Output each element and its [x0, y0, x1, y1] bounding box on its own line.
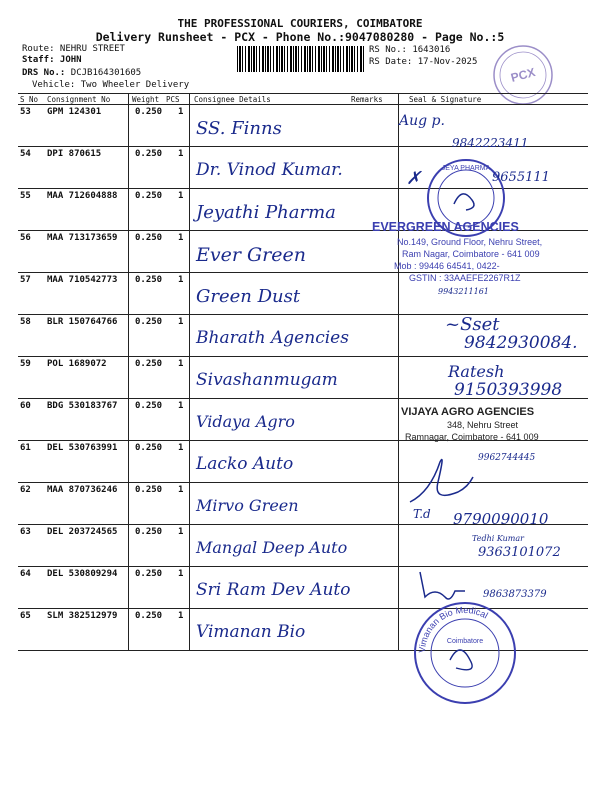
phone-58: 9842930084. — [464, 333, 578, 353]
row-pcs: 1 — [178, 611, 184, 621]
row-consignment-no: DEL 530809294 — [47, 569, 118, 579]
signature-53: Aug p. — [399, 113, 445, 129]
evergreen-stamp-name: EVERGREEN AGENCIES — [372, 220, 519, 234]
table-vline — [398, 94, 399, 650]
row-weight: 0.250 — [135, 401, 163, 411]
evergreen-stamp-gstin: GSTIN : 33AAEFE2267R1Z — [409, 273, 521, 283]
drs-label: DRS No.: — [22, 68, 66, 78]
row-pcs: 1 — [178, 149, 184, 159]
row-weight: 0.250 — [135, 359, 163, 369]
table-line — [18, 566, 588, 567]
table-line — [18, 104, 588, 105]
evergreen-stamp-address2: Ram Nagar, Coimbatore - 641 009 — [402, 249, 540, 259]
row-pcs: 1 — [178, 233, 184, 243]
row-weight: 0.250 — [135, 233, 163, 243]
row-consignee-signature: SS. Finns — [196, 118, 282, 139]
row-pcs: 1 — [178, 359, 184, 369]
name-59: Ratesh — [448, 362, 505, 381]
row-consignment-no: BLR 150764766 — [47, 317, 118, 327]
row-weight: 0.250 — [135, 443, 163, 453]
row-consignment-no: DEL 530763991 — [47, 443, 118, 453]
row-sno: 57 — [20, 275, 31, 285]
phone-58-small: 9943211161 — [438, 287, 489, 296]
vijaya-stamp-address2: Ramnagar, Coimbatore - 641 009 — [405, 432, 539, 442]
evergreen-stamp-address1: No.149, Ground Floor, Nehru Street, — [397, 237, 543, 247]
row-weight: 0.250 — [135, 485, 163, 495]
row-sno: 63 — [20, 527, 31, 537]
runsheet-title: Delivery Runsheet - PCX - Phone No.:9047080280 - Page No.:5 — [95, 30, 505, 44]
row-consignee-signature: Ever Green — [196, 244, 306, 266]
row-weight: 0.250 — [135, 275, 163, 285]
vimanan-seal — [410, 598, 520, 708]
row-consignee-signature: Jeyathi Pharma — [196, 202, 336, 223]
svg-text:Vimanan Bio Medical — [417, 605, 490, 653]
row-weight: 0.250 — [135, 149, 163, 159]
row-weight: 0.250 — [135, 611, 163, 621]
row-sno: 55 — [20, 191, 31, 201]
row-consignee-signature: Mangal Deep Auto — [196, 538, 348, 557]
vehicle: Vehicle: Two Wheeler Delivery — [32, 80, 190, 90]
rs-date: RS Date: 17-Nov-2025 — [369, 57, 478, 67]
row-weight: 0.250 — [135, 107, 163, 117]
col-weight: Weight — [132, 95, 160, 104]
row-consignee-signature: Vimanan Bio — [196, 622, 306, 642]
row-sno: 61 — [20, 443, 31, 453]
row-consignee-signature: Bharath Agencies — [196, 328, 349, 348]
table-vline — [128, 94, 129, 650]
drs-number — [22, 68, 141, 78]
row-pcs: 1 — [178, 107, 184, 117]
col-seal: Seal & Signature — [409, 95, 482, 104]
table-line — [18, 356, 588, 357]
row-sno: 65 — [20, 611, 31, 621]
jeya-seal-text: JEYA PHARMA — [441, 165, 491, 172]
vijaya-stamp-name: VIJAYA AGRO AGENCIES — [401, 406, 535, 418]
table-line — [18, 482, 588, 483]
row-consignee-signature: Green Dust — [196, 286, 301, 307]
vimanan-seal-city: Coimbatore — [446, 638, 484, 645]
name-63: Tedhi Kumar — [472, 534, 524, 543]
row-pcs: 1 — [178, 275, 184, 285]
row-pcs: 1 — [178, 485, 184, 495]
phone-53: 9842223411 — [452, 136, 529, 150]
barcode — [237, 46, 365, 72]
jeya-pharma-seal — [424, 156, 508, 240]
row-consignee-signature: Mirvo Green — [196, 496, 299, 515]
signature-54: ✗ — [406, 168, 422, 189]
row-consignment-no: BDG 530183767 — [47, 401, 118, 411]
phone-59: 9150393998 — [454, 380, 563, 400]
row-consignment-no: MAA 713173659 — [47, 233, 118, 243]
phone-63: 9363101072 — [478, 545, 561, 560]
row-pcs: 1 — [178, 317, 184, 327]
row-pcs: 1 — [178, 569, 184, 579]
col-consignment: Consignment No — [47, 95, 111, 104]
vimanan-seal-text: Vimanan Bio Medical — [416, 604, 490, 654]
staff: Staff: JOHN — [22, 55, 82, 65]
row-consignee-signature: Lacko Auto — [196, 454, 294, 474]
row-sno: 60 — [20, 401, 31, 411]
col-remarks: Remarks — [351, 95, 383, 104]
col-pcs: PCS — [166, 95, 180, 104]
row-consignment-no: MAA 870736246 — [47, 485, 118, 495]
row-consignment-no: DPI 870615 — [47, 149, 102, 159]
row-pcs: 1 — [178, 401, 184, 411]
row-pcs: 1 — [178, 191, 184, 201]
row-weight: 0.250 — [135, 317, 163, 327]
row-consignee-signature: Vidaya Agro — [196, 412, 295, 431]
table-vline — [189, 94, 190, 650]
col-sno: S No — [20, 95, 39, 104]
phone-61: 9962744445 — [478, 453, 536, 463]
row-weight: 0.250 — [135, 527, 163, 537]
row-sno: 54 — [20, 149, 31, 159]
rs-number: RS No.: 1643016 — [369, 45, 451, 55]
evergreen-stamp-mobile: Mob : 99446 64541, 0422- — [394, 261, 500, 271]
row-consignment-no: MAA 710542773 — [47, 275, 118, 285]
row-sno: 58 — [20, 317, 31, 327]
phone-62: 9790090010 — [453, 510, 549, 528]
row-sno: 56 — [20, 233, 31, 243]
row-consignment-no: MAA 712604888 — [47, 191, 118, 201]
signature-61 — [405, 452, 475, 507]
row-consignment-no: GPM 124301 — [47, 107, 102, 117]
row-consignee-signature: Dr. Vinod Kumar. — [196, 160, 343, 180]
row-consignment-no: SLM 382512979 — [47, 611, 118, 621]
vijaya-stamp-address1: 348, Nehru Street — [447, 420, 519, 430]
row-consignee-signature: Sri Ram Dev Auto — [196, 580, 351, 600]
signature-62: T.d — [413, 507, 431, 521]
company-name: THE PROFESSIONAL COURIERS, COIMBATORE — [177, 17, 423, 30]
table-line — [18, 314, 588, 315]
row-sno: 59 — [20, 359, 31, 369]
row-sno: 62 — [20, 485, 31, 495]
row-weight: 0.250 — [135, 569, 163, 579]
row-consignment-no: DEL 203724565 — [47, 527, 118, 537]
row-pcs: 1 — [178, 443, 184, 453]
row-consignee-signature: Sivashanmugam — [196, 370, 338, 390]
route: Route: NEHRU STREET — [22, 44, 125, 54]
row-sno: 53 — [20, 107, 31, 117]
row-sno: 64 — [20, 569, 31, 579]
phone-54: 9655111 — [492, 170, 550, 185]
signature-58: ~Sset — [445, 314, 500, 335]
table-line — [18, 93, 588, 94]
col-consignee: Consignee Details — [194, 95, 271, 104]
drs-value: DCJB164301605 — [70, 68, 142, 78]
phone-64: 9863873379 — [483, 589, 547, 600]
pcx-stamp — [488, 40, 558, 110]
pcx-stamp-text: PCX — [509, 65, 537, 85]
signature-64 — [415, 567, 475, 607]
row-weight: 0.250 — [135, 191, 163, 201]
row-pcs: 1 — [178, 527, 184, 537]
row-consignment-no: POL 1689072 — [47, 359, 107, 369]
